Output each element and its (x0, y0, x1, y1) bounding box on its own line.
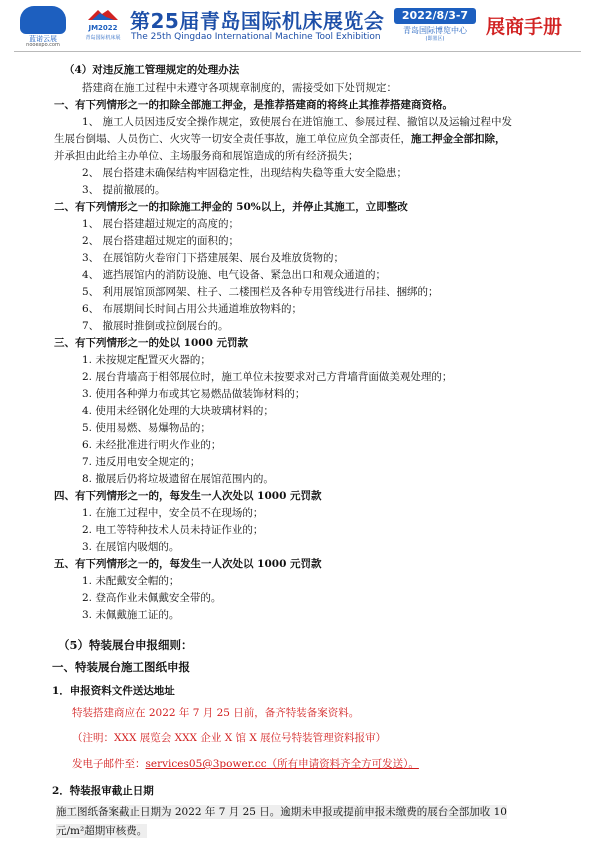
rule3-item5: 5. 使用易燃、易爆物品的； (82, 422, 211, 434)
rule2-item1: 1、 展台搭建超过规定的高度的； (82, 218, 240, 230)
deadline-paragraph-line2: 元/m²超期审核费。 (56, 825, 148, 837)
rule1-item1-text: 生展台倒塌、人员伤亡、火灾等一切安全责任事故，施工单位应负全部责任， (54, 133, 411, 145)
submission-subject-note: （注明：XXX 展览会 XXX 企业 X 馆 X 展位号特装管理资料报审） (72, 732, 387, 744)
page-header (0, 0, 595, 52)
header-divider (14, 51, 581, 52)
email-suffix: （所有申请资料齐全方可发送）。 (266, 758, 419, 770)
section4-intro: 搭建商在施工过程中未遵守各项规章制度的，需接受如下处罚规定： (82, 82, 397, 94)
rule1-heading: 一、有下列情形之一的扣除全部施工押金，是推荐搭建商的将终止其推荐搭建商资格。 (54, 99, 453, 111)
jm-mark-icon (86, 8, 120, 22)
exhibition-date: 2022/8/3-7 (394, 8, 476, 24)
rule4-item1: 1. 在施工过程中，安全员不在现场的； (82, 507, 264, 519)
logo-left-sub: nooexpo.com (26, 42, 60, 48)
section5-title: （5）特装展台申报细则： (58, 638, 193, 652)
rule2-item5: 5、 利用展馆顶部网架、柱子、二楼围栏及各种专用管线进行吊挂、捆绑的； (82, 286, 439, 298)
rule4-heading: 四、有下列情形之一的，每发生一人次处以 1000 元罚款 (54, 490, 322, 502)
venue-name: 青岛国际博览中心 (403, 26, 467, 35)
date-venue-box (394, 8, 476, 44)
rule5-item1: 1. 未配戴安全帽的； (82, 575, 180, 587)
rule2-item6: 6、 布展期间长时间占用公共通道堆放物料的； (82, 303, 303, 315)
venue-district: (即墨区) (425, 36, 445, 42)
rule1-item1-bold: 施工押金全部扣除， (411, 133, 506, 145)
jm-logo (82, 6, 124, 46)
contact-email-link[interactable]: services05@3power.cc (145, 758, 267, 770)
handbook-title: 展商手册 (486, 16, 563, 38)
submission-deadline-note: 特装搭建商应在 2022 年 7 月 25 日前，备齐特装备案资料。 (72, 707, 360, 719)
rule5-item2: 2. 登高作业未佩戴安全带的。 (82, 592, 222, 604)
exhibition-title-en: The 25th Qingdao International Machine Tool Exhibition (131, 32, 381, 42)
rule1-item3: 3、 提前撤展的。 (82, 184, 166, 196)
rule3-item1: 1. 未按规定配置灭火器的； (82, 354, 211, 366)
rule2-item7: 7、 撤展时推倒或拉倒展台的。 (82, 320, 229, 332)
rule1-item1-line2 (54, 132, 506, 146)
rule4-item2: 2. 电工等特种技术人员未持证作业的； (82, 524, 264, 536)
rule1-item1-line3: 并承担由此给主办单位、主场服务商和展馆造成的所有经济损失； (54, 150, 359, 162)
rule5-item3: 3. 未佩戴施工证的。 (82, 609, 180, 621)
nooexpo-logo (14, 6, 72, 46)
rule3-item7: 7. 违反用电安全规定的； (82, 456, 201, 468)
exhibition-title-cn: 第25届青岛国际机床展览会 (130, 9, 385, 33)
jm-code: JM2022 (88, 24, 118, 32)
cloud-logo-icon (20, 6, 66, 34)
rule3-heading: 三、有下列情形之一的处以 1000 元罚款 (54, 337, 249, 349)
section5-sub1: 1．申报资料文件送达地址 (52, 685, 175, 697)
rule2-item4: 4、 遮挡展馆内的消防设施、电气设备、紧急出口和观众通道的； (82, 269, 387, 281)
rule2-item3: 3、 在展馆防火卷帘门下搭建展架、展台及堆放货物的； (82, 252, 345, 264)
rule1-item1-line1: 1、 施工人员因违反安全操作规定，致使展台在进馆施工、参展过程、撤馆以及运输过程中发 (82, 116, 513, 128)
rule3-item6: 6. 未经批准进行明火作业的； (82, 439, 222, 451)
rule3-item4: 4. 使用未经钢化处理的大块玻璃材料的； (82, 405, 274, 417)
rule1-item2: 2、 展台搭建未确保结构牢固稳定性，出现结构失稳等重大安全隐患； (82, 167, 408, 179)
rule3-item3: 3. 使用各种弹力布或其它易燃品做装饰材料的； (82, 388, 306, 400)
section4-title: （4）对违反施工管理规定的处理办法 (64, 64, 240, 76)
submission-email-line (72, 757, 419, 771)
rule4-item3: 3. 在展馆内吸烟的。 (82, 541, 180, 553)
rule3-item8: 8. 撤展后仍将垃圾遗留在展馆范围内的。 (82, 473, 274, 485)
rule3-item2: 2. 展台背墙高于相邻展位时，施工单位未按要求对己方背墙背面做美观处理的； (82, 371, 453, 383)
deadline-paragraph-line1: 施工图纸备案截止日期为 2022 年 7 月 25 日。逾期未申报或提前申报未缴费的展台全部加收 10 (56, 806, 507, 818)
rule2-heading: 二、有下列情形之一的扣除施工押金的 50%以上，并停止其施工，立即整改 (54, 201, 408, 213)
email-prefix: 发电子邮件至： (72, 758, 146, 770)
rule2-item2: 2、 展台搭建超过规定的面积的； (82, 235, 240, 247)
jm-sub: 青岛国际机床展 (85, 35, 121, 41)
section5-heading: 一、特装展台施工图纸申报 (52, 660, 190, 674)
rule5-heading: 五、有下列情形之一的，每发生一人次处以 1000 元罚款 (54, 558, 322, 570)
logo-left-text: 蓝诺云展 (29, 35, 57, 43)
section5-sub2: 2．特装报审截止日期 (52, 785, 154, 797)
